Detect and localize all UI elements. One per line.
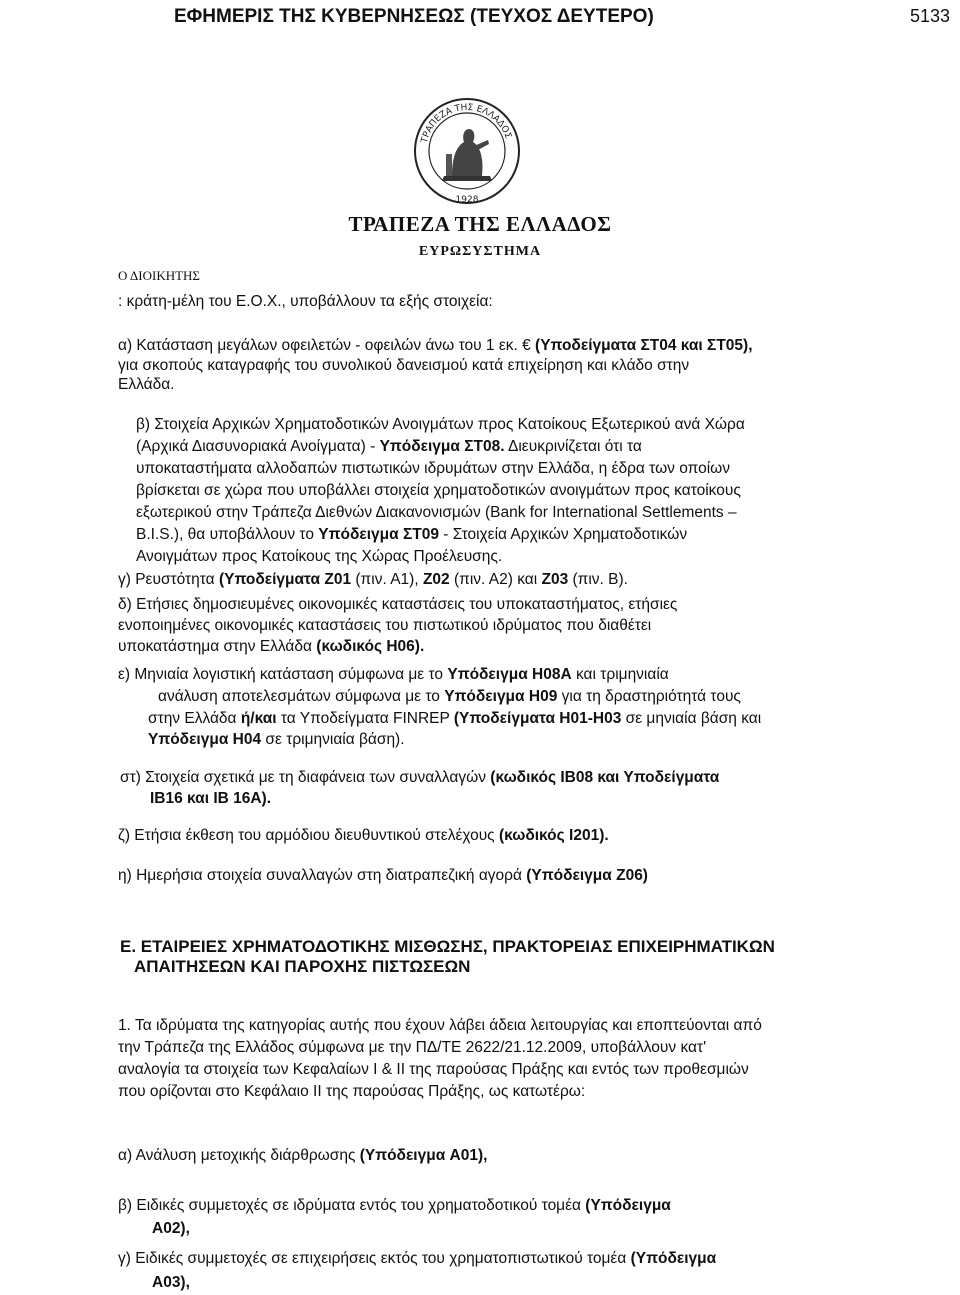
bold-reference: IB16 και IB 16A). (150, 790, 272, 807)
text-run: α) Κατάσταση μεγάλων οφειλετών - οφειλών άνω του 1 εκ. € (118, 337, 536, 354)
bold-reference: (Υπόδειγμα (630, 1250, 717, 1267)
text-run: για τη δραστηριότητά τους (557, 688, 741, 705)
item-d-line-1 (118, 595, 677, 614)
text-run: B.I.S.), θα υποβάλλουν το (136, 526, 319, 543)
item-e-line-2 (158, 687, 741, 706)
item-e-line-3 (148, 709, 761, 728)
text-run: για σκοπούς καταγραφής του συνολικού δανεισμού κατά επιχείρηση και κλάδο στην (118, 357, 690, 374)
text-run: γ) Ρευστότητα (118, 571, 219, 588)
text-run: ε) Μηνιαία λογιστική κατάσταση σύμφωνα με το (118, 666, 448, 683)
text-run: αναλογία τα στοιχεία των Κεφαλαίων I & II της παρούσας Πράξης και εντός των προθεσμιών (118, 1061, 749, 1078)
text-run: α) Ανάλυση μετοχικής διάρθρωσης (118, 1147, 360, 1164)
text-run: τα Υποδείγματα FINREP (276, 710, 454, 727)
bold-reference: (κωδικός IB08 και Υποδείγματα (490, 769, 720, 786)
text-run: Ελλάδα. (118, 376, 175, 393)
eurosystem-label: ΕΥΡΩΣΥΣΤΗΜΑ (418, 244, 542, 259)
paragraph-1-line-2 (118, 1038, 706, 1057)
text-run: β) Ειδικές συμμετοχές σε ιδρύματα εντός του χρηματοδοτικού τομέα (118, 1197, 586, 1214)
bank-seal-icon (412, 96, 522, 206)
text-run: βρίσκεται σε χώρα που υποβάλλει στοιχεία χρηματοδοτικών ανοιγμάτων προς κατοίκους (136, 482, 741, 499)
item-e-line-1 (118, 665, 669, 684)
bold-reference: (Υπόδειγμα A01), (359, 1147, 488, 1164)
item-d-line-2 (118, 616, 651, 635)
item-a-line-1 (118, 336, 753, 355)
bold-reference: Υπόδειγμα ΣΤ09 (318, 526, 439, 543)
item-b-line-7 (136, 547, 502, 566)
gazette-title: ΕΦΗΜΕΡΙΣ ΤΗΣ ΚΥΒΕΡΝΗΣΕΩΣ (ΤΕΥΧΟΣ ΔΕΥΤΕΡΟ) (174, 6, 654, 27)
text-run: (Αρχικά Διασυνοριακά Ανοίγματα) - (136, 438, 380, 455)
item-b-line-4 (136, 481, 741, 500)
item-1b-line-2 (152, 1219, 190, 1238)
bold-reference: Υπόδειγμα H04 (148, 731, 262, 748)
bank-name: ΤΡΑΠΕΖΑ ΤΗΣ ΕΛΛΑΔΟΣ (348, 212, 612, 236)
bold-reference: Z03 (541, 571, 569, 588)
paragraph-1-line-4 (118, 1082, 585, 1101)
item-c-line-1 (118, 570, 628, 589)
text-run: που ορίζονται στο Κεφάλαιο II της παρούσας Πράξης, ως κατωτέρω: (118, 1083, 586, 1100)
text-run: σε τριμηνιαία βάση). (261, 731, 405, 748)
bold-reference: A03), (152, 1274, 190, 1291)
bold-reference: (Υποδείγματα Z01 (218, 571, 352, 588)
svg-text:ΤΡΑΠΕΖΑ ΤΗΣ ΕΛΛΑΔΟΣ: ΤΡΑΠΕΖΑ ΤΗΣ ΕΛΛΑΔΟΣ (419, 102, 513, 145)
text-run: Διευκρινίζεται ότι τα (504, 438, 642, 455)
text-run: και τριμηνιαία (571, 666, 669, 683)
item-a-line-2 (118, 356, 689, 375)
text-run: ενοποιημένες οικονομικές καταστάσεις του πιστωτικού ιδρύματος που διαθέτει (118, 617, 652, 634)
item-b-line-2 (136, 437, 642, 456)
text-run: γ) Ειδικές συμμετοχές σε επιχειρήσεις εκτός του χρηματοπιστωτικού τομέα (118, 1250, 631, 1267)
bold-reference: (Υποδείγματα ΣΤ04 και ΣΤ05), (535, 337, 753, 354)
bold-reference: ή/και (240, 710, 277, 727)
item-st-line-1 (120, 768, 719, 787)
section-e-heading-line-1: Ε. ΕΤΑΙΡΕΙΕΣ ΧΡΗΜΑΤΟΔΟΤΙΚΗΣ ΜΙΣΘΩΣΗΣ, ΠΡΑΚΤΟΡΕΙΑΣ ΕΠΙΧΕΙΡΗΜΑΤΙΚΩΝ (120, 937, 775, 956)
item-1c-line-1 (118, 1249, 716, 1268)
bold-reference: (Υπόδειγμα (585, 1197, 671, 1214)
bold-reference: Υπόδειγμα ΣΤ08. (379, 438, 505, 455)
section-e-heading-line-2: ΑΠΑΙΤΗΣΕΩΝ ΚΑΙ ΠΑΡΟΧΗΣ ΠΙΣΤΩΣΕΩΝ (134, 957, 471, 976)
bold-reference: (Υπόδειγμα Z06) (526, 867, 648, 884)
text-run: την Τράπεζα της Ελλάδος σύμφωνα με την ΠΔ/ΤΕ 2622/21.12.2009, υποβάλλουν κατ' (118, 1039, 707, 1056)
item-1c-line-2 (152, 1273, 190, 1292)
paragraph-1-line-1 (118, 1016, 762, 1035)
page-number: 5133 (909, 6, 950, 26)
bold-reference: A02), (152, 1220, 190, 1237)
text-run: εξωτερικού στην Τράπεζα Διεθνών Διακανονισμών (Bank for International Settlements – (136, 504, 737, 521)
text-run: στ) Στοιχεία σχετικά με τη διαφάνεια των συναλλαγών (120, 769, 491, 786)
text-run: στην Ελλάδα (148, 710, 241, 727)
text-run: Ανοιγμάτων προς Κατοίκους της Χώρας Προέλευσης. (136, 548, 503, 565)
svg-text:1928: 1928 (455, 195, 479, 205)
text-run: υποκατάστημα στην Ελλάδα (118, 638, 317, 655)
text-run: δ) Ετήσιες δημοσιευμένες οικονομικές καταστάσεις του υποκαταστήματος, ετήσιες (118, 596, 678, 613)
item-1b-line-1 (118, 1196, 671, 1215)
text-run: (πιν. Β). (568, 571, 628, 588)
item-h-line-1 (118, 866, 648, 885)
text-run: υποκαταστήματα αλλοδαπών πιστωτικών ιδρυμάτων στην Ελλάδα, η έδρα των οποίων (136, 460, 731, 477)
item-b-line-3 (136, 459, 730, 478)
page-header (0, 6, 960, 30)
paragraph-1-line-3 (118, 1060, 749, 1079)
text-run: (πιν. Α2) και (449, 571, 542, 588)
text-run: η) Ημερήσια στοιχεία συναλλαγών στη διατραπεζική αγορά (118, 867, 527, 884)
text-run: - Στοιχεία Αρχικών Χρηματοδοτικών (438, 526, 688, 543)
item-z-line-1 (118, 826, 609, 845)
text-run: ζ) Ετήσια έκθεση του αρμόδιου διευθυντικού στελέχους (118, 827, 499, 844)
item-d-line-3 (118, 637, 424, 656)
item-a-line-3 (118, 375, 174, 394)
bold-reference: (κωδικός H06). (316, 638, 425, 655)
item-st-line-2 (150, 789, 271, 808)
bold-reference: (κωδικός I201). (498, 827, 609, 844)
governor-label: Ο ΔΙΟΙΚΗΤΗΣ (118, 268, 200, 283)
text-run: β) Στοιχεία Αρχικών Χρηματοδοτικών Ανοιγμάτων προς Κατοίκους Εξωτερικού ανά Χώρα (136, 416, 745, 433)
item-1a-line-1 (118, 1146, 487, 1165)
bold-reference: Z02 (422, 571, 450, 588)
bold-reference: Υπόδειγμα H09 (444, 688, 558, 705)
text-run: ανάλυση αποτελεσμάτων σύμφωνα με το (158, 688, 445, 705)
item-e-line-4 (148, 730, 405, 749)
item-b-line-1 (136, 415, 745, 434)
item-b-line-5 (136, 503, 737, 522)
bold-reference: Υπόδειγμα H08A (447, 666, 572, 683)
text-run: 1. Τα ιδρύματα της κατηγορίας αυτής που έχουν λάβει άδεια λειτουργίας και εποπτεύονται από (118, 1017, 762, 1034)
intro-line: : κράτη-μέλη του Ε.Ο.Χ., υποβάλλουν τα εξής στοιχεία: (118, 293, 493, 310)
text-run: σε μηνιαία βάση και (621, 710, 762, 727)
text-run: (πιν. Α1), (351, 571, 423, 588)
bold-reference: (Υποδείγματα H01-H03 (453, 710, 622, 727)
item-b-line-6 (136, 525, 687, 544)
